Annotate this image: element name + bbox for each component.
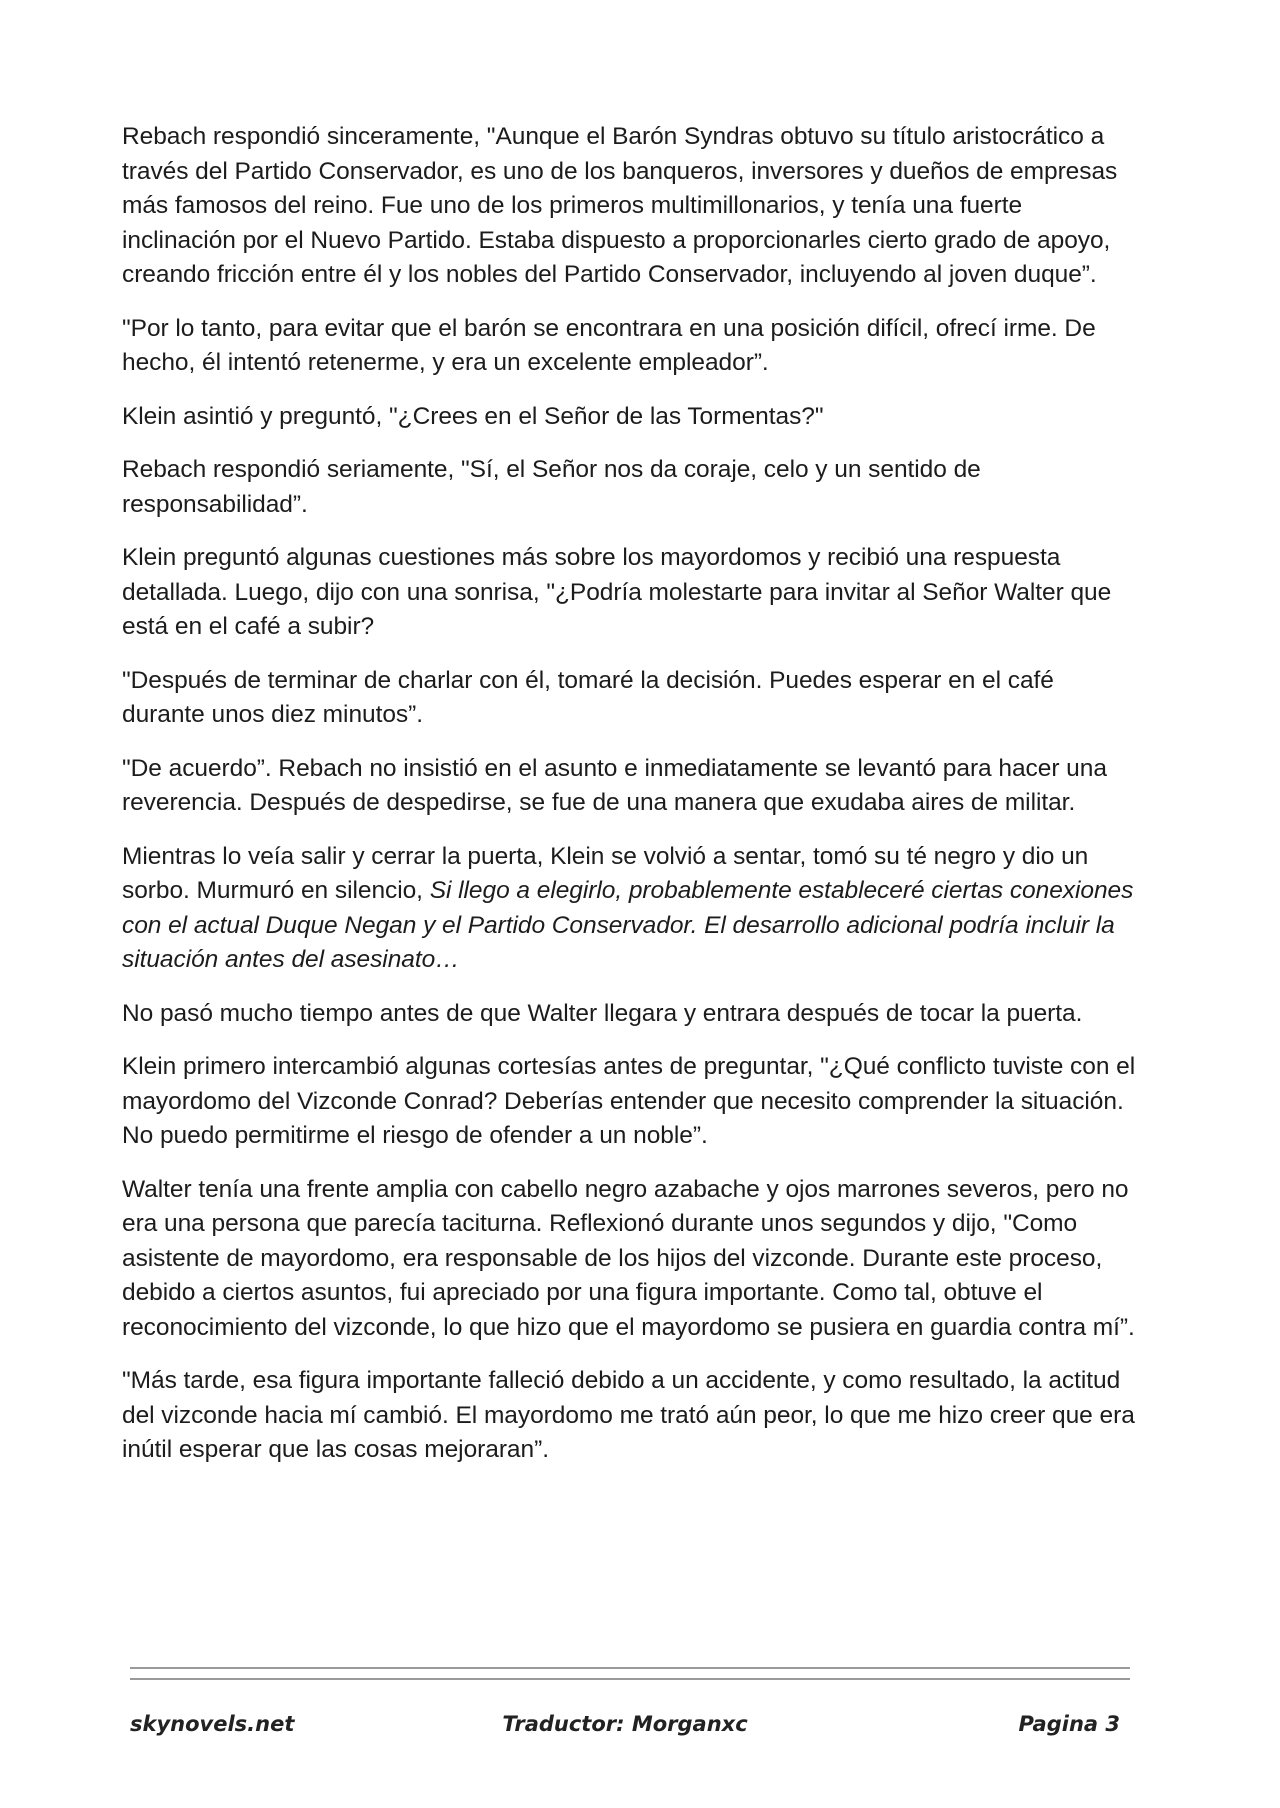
paragraph-7: "De acuerdo”. Rebach no insistió en el asunto e inmediatamente se levantó para hacer una reverencia. Después de despedirse, se fue de una manera que exudaba aires de militar. — [122, 754, 1107, 816]
page-footer — [130, 1712, 1120, 1748]
page-body — [122, 120, 1142, 1487]
paragraph-10: Klein primero intercambió algunas cortesías antes de preguntar, "¿Qué conflicto tuviste con el mayordomo del Vizconde Conrad? Deberías entender que necesito comprender la situación. No puedo permitirme el riesgo de ofender a un noble”. — [122, 1053, 1136, 1149]
footer-rule-top — [130, 1667, 1130, 1669]
paragraph-11: Walter tenía una frente amplia con cabello negro azabache y ojos marrones severos, pero no era una persona que parecía taciturna. Reflexionó durante unos segundos y dijo, "Como asistente de mayordomo, era responsable de los hijos del vizconde. Durante este proceso, debido a ciertos asuntos, fui apreciado por una figura importante. Como tal, obtuve el reconocimiento del vizconde, lo que hizo que el mayordomo se pusiera en guardia contra mí”. — [122, 1175, 1135, 1341]
paragraph-2: "Por lo tanto, para evitar que el barón se encontrara en una posición difícil, ofrecí irme. De hecho, él intentó retenerme, y era un excelente empleador”. — [122, 314, 1096, 376]
footer-divider — [130, 1667, 1130, 1689]
paragraph-6: "Después de terminar de charlar con él, tomaré la decisión. Puedes esperar en el café durante unos diez minutos”. — [122, 666, 1054, 728]
paragraph-8-text: Mientras lo veía salir y cerrar la puerta, Klein se volvió a sentar, tomó su té negro y dio un sorbo. Murmuró en silencio, — [122, 842, 1089, 904]
footer-rule-bottom — [130, 1678, 1130, 1680]
paragraph-12: "Más tarde, esa figura importante falleció debido a un accidente, y como resultado, la actitud del vizconde hacia mí cambió. El mayordomo me trató aún peor, lo que me hizo creer que era inútil esperar que las cosas mejoraran”. — [122, 1367, 1135, 1463]
paragraph-8-thought: Si llego a elegirlo, probablemente estableceré ciertas conexiones con el actual Duque Negan y el Partido Conservador. El desarrollo adicional podría incluir la situación antes del asesinato… — [122, 877, 1134, 973]
paragraph-1: Rebach respondió sinceramente, "Aunque el Barón Syndras obtuvo su título aristocrático a través del Partido Conservador, es uno de los banqueros, inversores y dueños de empresas más famosos del reino. Fue uno de los primeros multimillonarios, y tenía una fuerte inclinación por el Nuevo Partido. Estaba dispuesto a proporcionarles cierto grado de apoyo, creando fricción entre él y los nobles del Partido Conservador, incluyendo al joven duque”. — [122, 123, 1118, 288]
footer-site: skynovels.net — [130, 1712, 295, 1736]
paragraph-3: Klein asintió y preguntó, "¿Crees en el Señor de las Tormentas?" — [122, 402, 824, 430]
paragraph-4: Rebach respondió seriamente, "Sí, el Señor nos da coraje, celo y un sentido de responsabilidad”. — [122, 456, 981, 518]
footer-translator: Traductor: Morganxc — [502, 1712, 748, 1736]
paragraph-5: Klein preguntó algunas cuestiones más sobre los mayordomos y recibió una respuesta detallada. Luego, dijo con una sonrisa, "¿Podría molestarte para invitar al Señor Walter que está en el café a subir? — [122, 544, 1112, 640]
footer-page-number: Pagina 3 — [1018, 1712, 1120, 1736]
paragraph-9: No pasó mucho tiempo antes de que Walter llegara y entrara después de tocar la puerta. — [122, 999, 1083, 1027]
paragraph-8 — [122, 840, 1142, 978]
